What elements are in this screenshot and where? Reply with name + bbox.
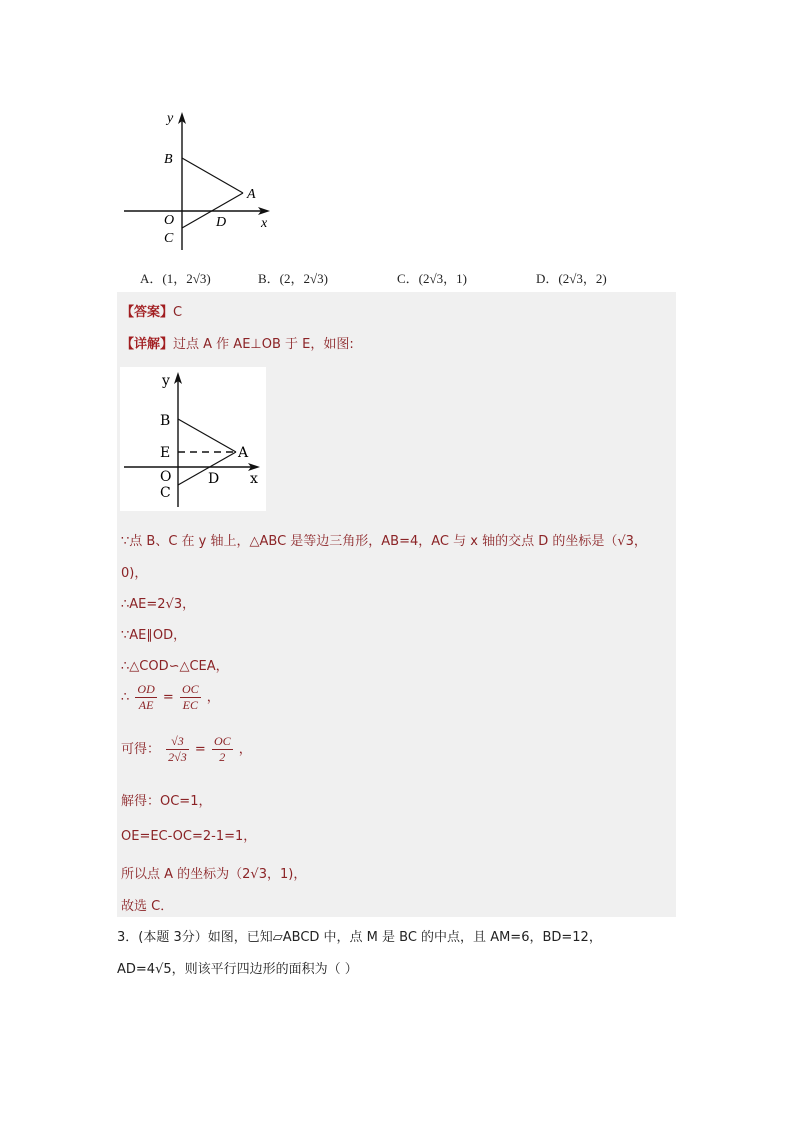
figure-triangle-coordinate: [118, 105, 278, 255]
step-6: [121, 734, 252, 765]
fraction-denominator: 2: [219, 750, 226, 764]
label-d: D: [208, 471, 220, 487]
label-c: C: [164, 231, 174, 246]
label-y: y: [162, 373, 170, 389]
answer-value: C: [173, 305, 183, 320]
label-c: C: [160, 485, 171, 501]
step-3: ∵AE∥OD，: [121, 628, 187, 643]
step-5-prefix: ∴: [121, 690, 130, 705]
step-5-suffix: ，: [206, 690, 220, 705]
figure-with-perpendicular: [120, 367, 266, 511]
label-x: x: [261, 216, 268, 231]
step-1b: 0)，: [121, 566, 148, 581]
step-6-prefix: 可得：: [121, 742, 161, 757]
label-x: x: [250, 471, 258, 487]
step-6-suffix: ，: [238, 742, 252, 757]
label-b: B: [164, 152, 173, 167]
label-o: O: [164, 213, 175, 228]
step-2: ∴AE=2√3，: [121, 597, 196, 612]
question-3-line-1: 3．(本题 3分）如图，已知▱ABCD 中，点 M 是 BC 的中点，且 AM=6，BD=12，: [117, 930, 602, 945]
option-c[interactable]: C．(2√3，1): [397, 271, 467, 286]
fraction-numerator: √3: [166, 734, 189, 750]
answer-tag: 【答案】: [121, 305, 174, 320]
equals-sign: =: [162, 690, 174, 705]
segment-ac: [178, 452, 236, 485]
fraction-numerator: OC: [213, 734, 231, 748]
step-4: ∴△COD∽△CEA，: [121, 659, 229, 674]
step-8: OE=EC-OC=2-1=1，: [121, 829, 257, 844]
step-10: 故选 C．: [121, 899, 174, 914]
step-1a: ∵点 B、C 在 y 轴上，△ABC 是等边三角形，AB=4，AC 与 x 轴的交点 D 的坐标是（√3，: [121, 534, 647, 549]
question-3-line-2: AD=4√5，则该平行四边形的面积为（ ）: [117, 962, 358, 977]
fraction-oc-ec: [180, 682, 201, 713]
detail-intro: 过点 A 作 AE⊥OB 于 E，如图:: [173, 337, 354, 352]
detail-line: [121, 333, 354, 352]
option-b[interactable]: B．(2，2√3): [258, 271, 328, 286]
fraction-oc-over-2: [212, 734, 233, 765]
label-a: A: [238, 445, 249, 461]
label-d: D: [216, 215, 227, 230]
step-7: 解得：OC=1，: [121, 794, 212, 809]
equals-sign: =: [194, 742, 206, 757]
detail-tag: 【详解】: [121, 337, 174, 352]
fraction-denominator: 2√3: [168, 750, 187, 764]
fraction-od-ae: [135, 682, 156, 713]
answer-line: [121, 301, 182, 320]
step-5: [121, 682, 220, 713]
label-y: y: [167, 111, 174, 126]
fraction-denominator: EC: [182, 698, 198, 712]
label-a: A: [247, 187, 256, 202]
option-a[interactable]: A．(1，2√3): [140, 271, 211, 286]
fraction-numerator: OC: [181, 682, 199, 696]
label-e: E: [160, 445, 171, 461]
segment-ba: [178, 419, 236, 452]
step-9: 所以点 A 的坐标为（2√3，1)，: [121, 867, 307, 882]
label-b: B: [160, 413, 171, 429]
fraction-denominator: AE: [138, 698, 154, 712]
fraction-numerator: OD: [137, 682, 155, 696]
option-d[interactable]: D．(2√3，2): [536, 271, 607, 286]
fraction-root3-over-2root3: [166, 734, 189, 765]
segment-ba: [182, 158, 243, 193]
label-o: O: [160, 469, 172, 485]
